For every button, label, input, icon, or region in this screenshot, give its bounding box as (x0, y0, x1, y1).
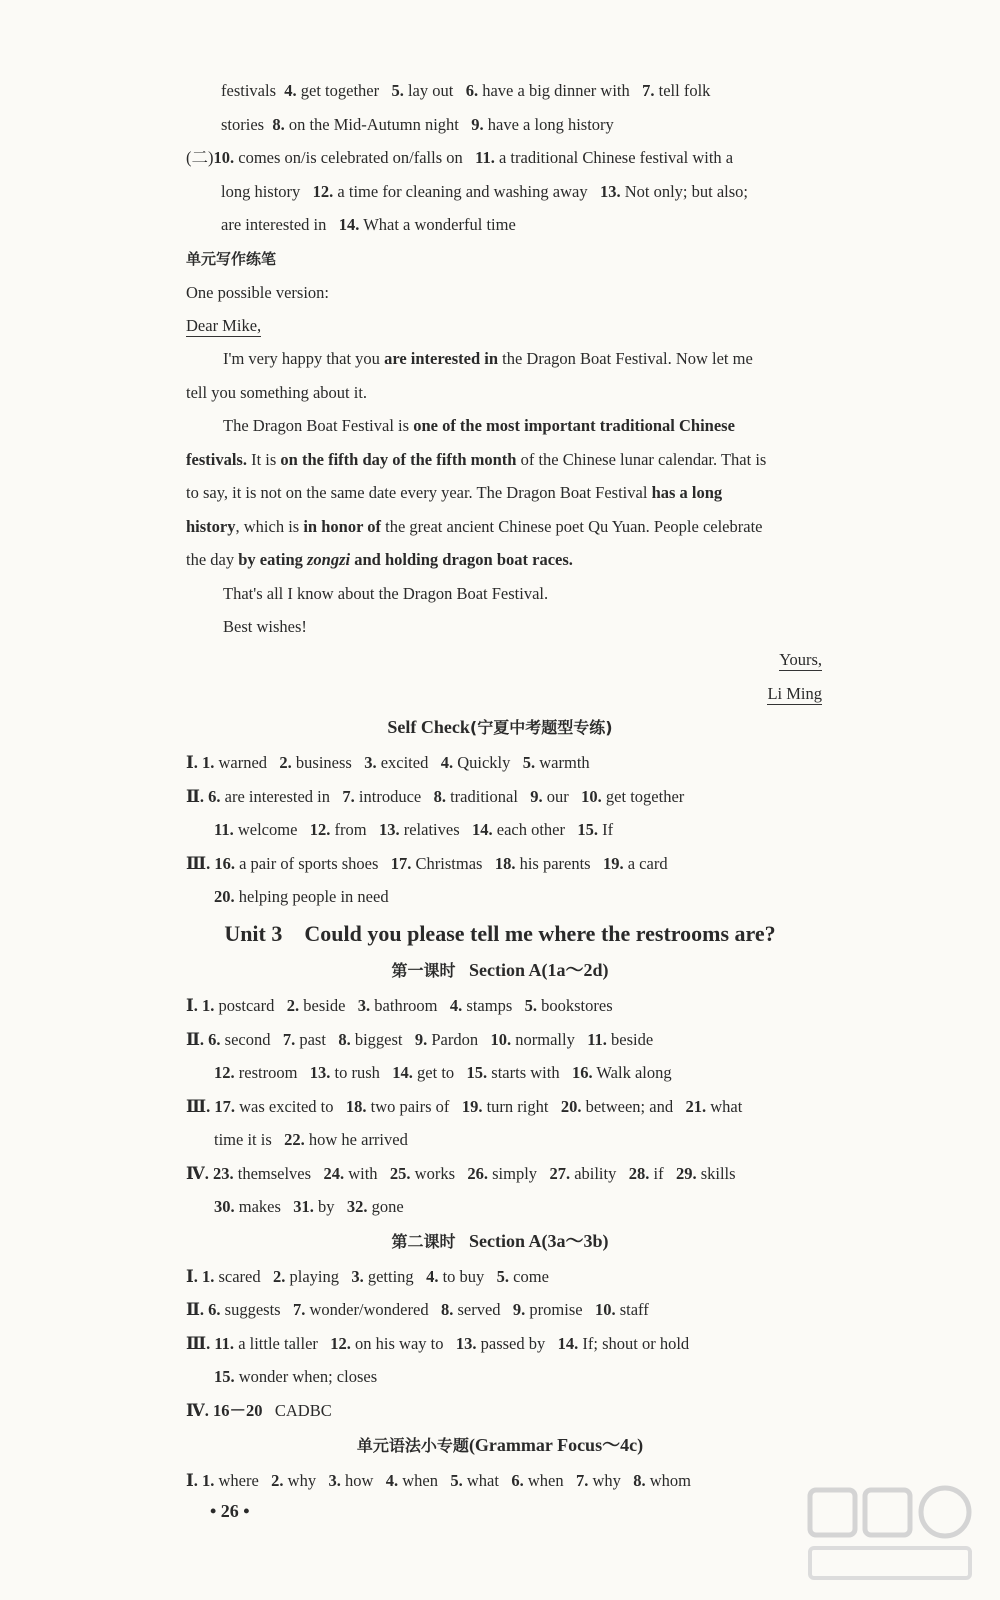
text-run: tell you something about it. (186, 383, 368, 402)
text-run: welcome (233, 820, 310, 839)
text-run: business (291, 753, 365, 772)
answer-line (214, 1129, 408, 1151)
text-run: tell folk (654, 81, 711, 100)
text-run: (二) (186, 148, 214, 167)
text-run: with (344, 1164, 390, 1183)
text-run: Pardon (427, 1030, 491, 1049)
text-run: 12. (330, 1334, 351, 1353)
answer-line (186, 1266, 549, 1288)
text-run: Ⅲ. 16. (186, 854, 235, 873)
text-run: postcard (214, 996, 287, 1015)
text-run: 12. (214, 1063, 235, 1082)
text-run: 14. (557, 1334, 579, 1353)
text-run: 24. (323, 1164, 345, 1183)
text-run: have a long history (483, 115, 614, 134)
text-run: 3. (364, 753, 377, 772)
text-run: 9. (530, 787, 543, 806)
text-run: 2. (272, 1267, 286, 1286)
text-run: whom (645, 1471, 691, 1490)
text-run: are interested in (384, 349, 499, 368)
text-run: skills (696, 1164, 736, 1183)
text-run: served (453, 1300, 513, 1319)
text-run: Ⅳ. 16－20 (186, 1401, 263, 1420)
text-run: 17. (390, 854, 412, 873)
text-run: 5. (524, 996, 537, 1015)
text-run: excited (376, 753, 441, 772)
text-run: 8. (272, 115, 285, 134)
text-run: introduce (354, 787, 434, 806)
text-run: 10. (581, 787, 602, 806)
text-run: 5. (522, 753, 536, 772)
text-run: get together (601, 787, 685, 806)
letter-line: That's all I know about the Dragon Boat Festival. (223, 584, 549, 603)
text-run: 8. (440, 1300, 454, 1319)
text-run: the day (186, 550, 239, 569)
salutation: Dear Mike, (186, 316, 262, 335)
letter-line (186, 549, 573, 571)
text-run: helping people in need (234, 887, 389, 906)
text-run: suggests (220, 1300, 293, 1319)
answer-line (186, 1299, 649, 1321)
letter-closing: Best wishes! (223, 617, 307, 636)
text-run: 22. (284, 1130, 305, 1149)
text-run: staff (615, 1300, 649, 1319)
answer-line (186, 853, 668, 875)
text-run: 29. (675, 1164, 697, 1183)
text-run: turn right (482, 1097, 561, 1116)
text-run: 10. (490, 1030, 512, 1049)
text-run: 9. (512, 1300, 526, 1319)
text-run: 31. (293, 1197, 314, 1216)
text-run: What a wonderful time (359, 215, 516, 234)
answer-line (186, 1029, 653, 1051)
text-run: history (186, 517, 236, 536)
text-run: 27. (549, 1164, 571, 1183)
text-run: stories (221, 115, 273, 134)
text-run: 8. (433, 787, 446, 806)
text-run: 2. (286, 996, 300, 1015)
self-check-title: Self Check(宁夏中考题型专练) (387, 717, 613, 737)
text-run: 6. (465, 81, 479, 100)
text-run: 19. (461, 1097, 483, 1116)
text-run: our (542, 787, 582, 806)
text-run: 14. (338, 215, 360, 234)
text-run: second (220, 1030, 283, 1049)
letter-line (186, 516, 762, 538)
text-run: why (283, 1471, 329, 1490)
page-number: • 26 • (210, 1501, 250, 1521)
text-run: Ⅳ. 23. (186, 1164, 234, 1183)
letter-line (223, 415, 735, 437)
text-run: 11. (214, 820, 234, 839)
text-run: Ⅰ. 1. (186, 1267, 215, 1286)
text-run: and holding dragon boat races. (350, 550, 573, 569)
text-run: how he arrived (304, 1130, 408, 1149)
text-run: 3. (328, 1471, 341, 1490)
text-run: CADBC (262, 1401, 332, 1420)
text-run: promise (525, 1300, 595, 1319)
text-run: comes on/is celebrated on/falls on (234, 148, 476, 167)
text-run: are interested in (221, 215, 339, 234)
text-run: traditional (445, 787, 531, 806)
text-run: on his way to (350, 1334, 456, 1353)
answer-line (221, 114, 614, 136)
text-run: of the Chinese lunar calendar. That is (516, 450, 767, 469)
answer-line (214, 1196, 404, 1218)
unit-title: Unit 3 Could you please tell me where the restrooms are? (224, 921, 776, 946)
text-run: 7. (292, 1300, 306, 1319)
text-run: restroom (234, 1063, 310, 1082)
text-run: warmth (535, 753, 590, 772)
lesson2-title: 第二课时 Section A(3a～3b) (391, 1231, 609, 1251)
answer-line (214, 1366, 377, 1388)
text-run: a traditional Chinese festival with a (494, 148, 734, 167)
text-run: Ⅰ. 1. (186, 753, 215, 772)
text-run: warned (214, 753, 280, 772)
text-run: 15. (214, 1367, 235, 1386)
text-run: why (588, 1471, 634, 1490)
text-run: 30. (214, 1197, 235, 1216)
text-run: works (410, 1164, 468, 1183)
text-run: if (649, 1164, 676, 1183)
text-run: was excited to (234, 1097, 346, 1116)
answer-line (214, 1062, 672, 1084)
text-run: wonder when; closes (234, 1367, 378, 1386)
text-run: Christmas (411, 854, 495, 873)
text-run: from (330, 820, 379, 839)
text-run: each other (492, 820, 578, 839)
text-run: one of the most important traditional Chinese (413, 416, 735, 435)
answer-line (221, 80, 710, 102)
text-run: how (340, 1471, 386, 1490)
text-run: when (523, 1471, 576, 1490)
text-run: 18. (345, 1097, 367, 1116)
letter-line (186, 449, 766, 471)
text-run: Ⅰ. 1. (186, 996, 215, 1015)
text-run: to say, it is not on the same date every year. The Dragon Boat Festival (186, 483, 652, 502)
text-run: normally (511, 1030, 588, 1049)
text-run: bathroom (370, 996, 450, 1015)
text-run: themselves (233, 1164, 324, 1183)
text-run: 10. (213, 148, 235, 167)
answer-line (186, 1163, 736, 1185)
text-run: 16. (571, 1063, 593, 1082)
text-run: where (214, 1471, 272, 1490)
text-run: 4. (284, 81, 297, 100)
text-run: by (313, 1197, 347, 1216)
text-run: 2. (279, 753, 292, 772)
text-run: 7. (282, 1030, 296, 1049)
text-run: two pairs of (366, 1097, 462, 1116)
text-run: 10. (594, 1300, 616, 1319)
grammar-title: 单元语法小专题(Grammar Focus～4c) (356, 1435, 644, 1455)
watermark-logo-icon (800, 1480, 980, 1590)
text-run: 2. (271, 1471, 284, 1490)
answer-line (214, 886, 389, 908)
text-run: 9. (414, 1030, 428, 1049)
letter-sign: Yours, (779, 650, 822, 669)
answer-line (186, 752, 590, 774)
answer-line (186, 786, 684, 808)
text-run: when (398, 1471, 451, 1490)
text-run: 15. (466, 1063, 488, 1082)
letter-line (186, 482, 722, 504)
text-run: 20. (560, 1097, 582, 1116)
text-run: what (706, 1097, 743, 1116)
text-run: between; and (581, 1097, 686, 1116)
text-run: 7. (575, 1471, 589, 1490)
text-run: come (509, 1267, 549, 1286)
text-run: scared (214, 1267, 273, 1286)
text-run: lay out (403, 81, 466, 100)
text-run: I'm very happy that you (223, 349, 385, 368)
text-run: simply (488, 1164, 550, 1183)
text-run: It is (246, 450, 281, 469)
answer-line (221, 181, 748, 203)
text-run: 18. (494, 854, 516, 873)
text-run: 6. (511, 1471, 524, 1490)
text-run: stamps (462, 996, 525, 1015)
text-run: relatives (399, 820, 472, 839)
text-run: playing (285, 1267, 352, 1286)
text-run: makes (234, 1197, 294, 1216)
text-run: Ⅲ. 11. (186, 1334, 235, 1353)
answer-line (186, 1333, 689, 1355)
text-run: the great ancient Chinese poet Qu Yuan. People celebrate (380, 517, 763, 536)
text-run: 26. (467, 1164, 488, 1183)
text-run: by eating (238, 550, 307, 569)
text-run: 9. (471, 115, 484, 134)
text-run: to buy (438, 1267, 497, 1286)
text-run: 32. (346, 1197, 368, 1216)
text-run: 13. (378, 820, 400, 839)
text-run: Ⅲ. 17. (186, 1097, 235, 1116)
text-run: 7. (342, 787, 355, 806)
text-run: 3. (351, 1267, 364, 1286)
text-run: 12. (312, 182, 334, 201)
text-run: 12. (309, 820, 331, 839)
text-run: If (598, 820, 614, 839)
text-run: get to (412, 1063, 467, 1082)
text-run: long history (221, 182, 313, 201)
text-run: has a long (651, 483, 723, 502)
writing-intro: One possible version: (186, 283, 329, 302)
text-run: bookstores (537, 996, 613, 1015)
answer-line (186, 1470, 691, 1492)
text-run: 19. (602, 854, 624, 873)
text-run: 4. (449, 996, 463, 1015)
text-run: Quickly (453, 753, 523, 772)
text-run: If; shout or hold (578, 1334, 690, 1353)
text-run: biggest (350, 1030, 415, 1049)
text-run: 5. (391, 81, 404, 100)
text-run: 13. (309, 1063, 331, 1082)
text-run: starts with (487, 1063, 572, 1082)
text-run: 4. (385, 1471, 399, 1490)
text-run: 14. (392, 1063, 413, 1082)
answer-line (186, 147, 733, 169)
text-run: 5. (496, 1267, 510, 1286)
text-run: 5. (450, 1471, 463, 1490)
text-run: 25. (389, 1164, 411, 1183)
text-run: his parents (515, 854, 603, 873)
text-run: get together (296, 81, 392, 100)
text-run: a little taller (234, 1334, 331, 1353)
text-run: 3. (357, 996, 371, 1015)
answer-line (214, 819, 613, 841)
text-run: Ⅰ. 1. (186, 1471, 215, 1490)
text-run: wonder/wondered (305, 1300, 441, 1319)
answer-line (186, 1400, 332, 1422)
text-run: 11. (587, 1030, 607, 1049)
text-run: Ⅱ. 6. (186, 1300, 221, 1319)
answer-line (186, 1096, 742, 1118)
text-run: on the Mid-Autumn night (284, 115, 472, 134)
text-run: Ⅱ. 6. (186, 787, 221, 806)
text-run: Ⅱ. 6. (186, 1030, 221, 1049)
text-run: festivals. (186, 450, 247, 469)
text-run: 13. (599, 182, 621, 201)
text-run: 20. (214, 887, 235, 906)
text-run: the Dragon Boat Festival. Now let me (498, 349, 753, 368)
text-run: Not only; but also; (620, 182, 749, 201)
text-run: have a big dinner with (478, 81, 643, 100)
text-run: beside (606, 1030, 654, 1049)
text-run: The Dragon Boat Festival is (223, 416, 414, 435)
answer-line (221, 214, 516, 236)
text-run: a card (623, 854, 668, 873)
text-run: in honor of (303, 517, 381, 536)
text-run: 8. (633, 1471, 646, 1490)
writing-heading: 单元写作练笔 (186, 250, 277, 268)
lesson1-title: 第一课时 Section A(1a～2d) (391, 960, 609, 980)
letter-line (223, 348, 753, 370)
text-run: 11. (475, 148, 495, 167)
text-run: festivals (221, 81, 285, 100)
text-run: 4. (426, 1267, 439, 1286)
text-run: gone (367, 1197, 404, 1216)
answer-line (186, 995, 613, 1017)
text-run: 21. (685, 1097, 707, 1116)
text-run: beside (299, 996, 358, 1015)
text-run: a time for cleaning and washing away (333, 182, 600, 201)
text-run: 28. (628, 1164, 650, 1183)
text-run: time it is (214, 1130, 285, 1149)
letter-line (186, 382, 367, 404)
text-run: ability (570, 1164, 629, 1183)
text-run: what (462, 1471, 512, 1490)
text-run: passed by (476, 1334, 558, 1353)
text-run: 14. (472, 820, 493, 839)
text-run: past (295, 1030, 339, 1049)
text-run: on the fifth day of the fifth month (280, 450, 517, 469)
letter-signature: Li Ming (767, 684, 822, 703)
text-run: are interested in (220, 787, 343, 806)
text-run: 15. (577, 820, 598, 839)
text-run: 13. (455, 1334, 477, 1353)
text-run: getting (363, 1267, 427, 1286)
text-run: 8. (338, 1030, 351, 1049)
text-run: 7. (642, 81, 655, 100)
text-run: to rush (330, 1063, 393, 1082)
text-run: Walk along (592, 1063, 672, 1082)
text-run: , which is (235, 517, 304, 536)
text-run: zongzi (307, 550, 351, 569)
text-run: a pair of sports shoes (234, 854, 391, 873)
text-run: 4. (440, 753, 454, 772)
